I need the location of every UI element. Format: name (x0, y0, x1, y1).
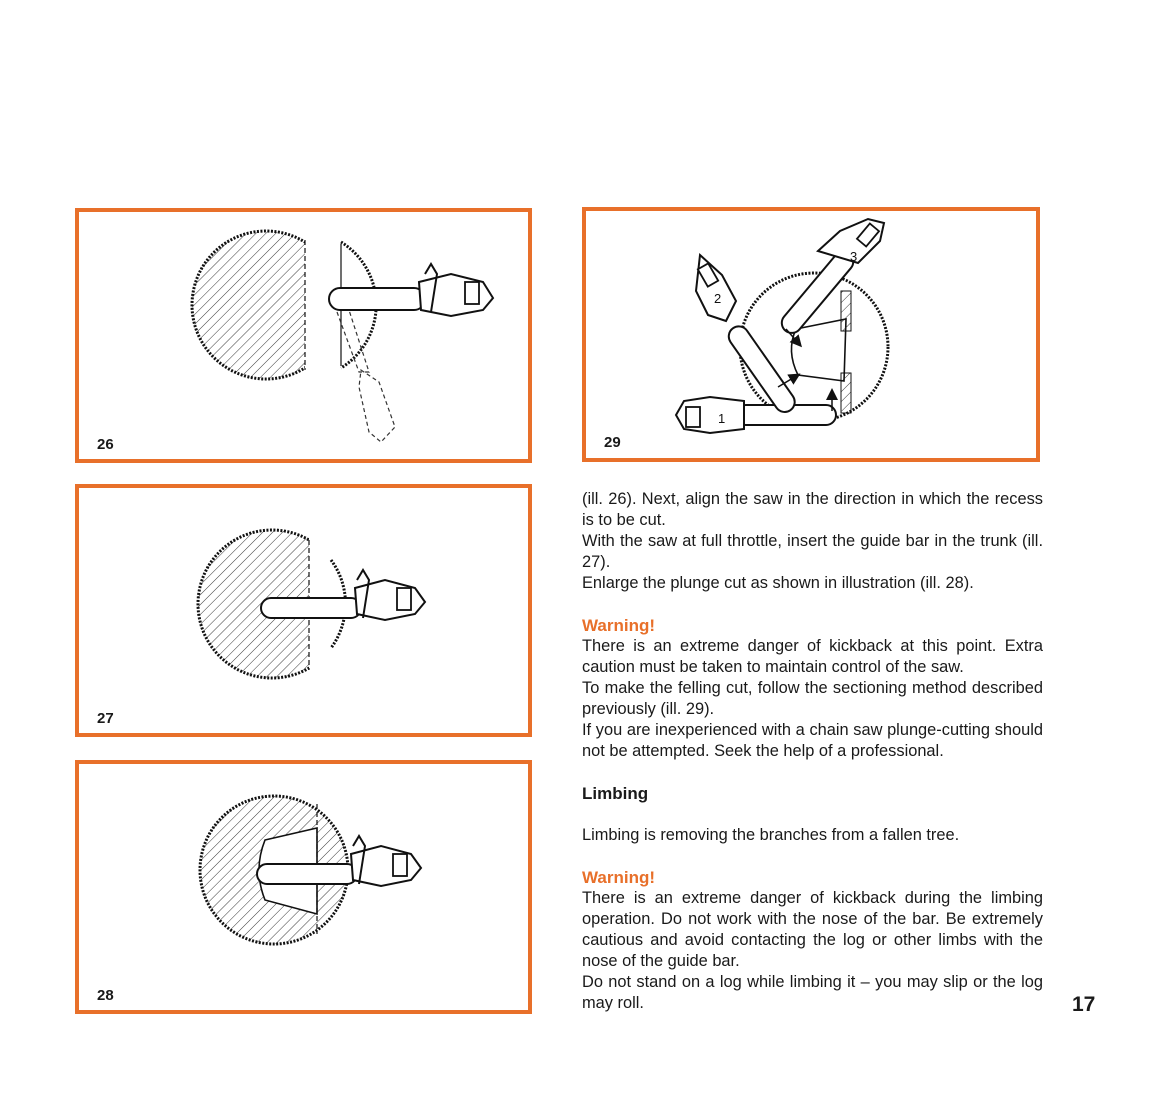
figure-29-number: 29 (604, 434, 621, 451)
warning-2-text-2: Do not stand on a log while limbing it – you may slip or the log may roll. (582, 973, 1043, 1012)
warning-2-title: Warning! (582, 868, 656, 887)
figure-29-label-1: 1 (718, 411, 726, 426)
page-number: 17 (1072, 993, 1096, 1016)
warning-1-text-3: If you are inexperienced with a chain saw plunge-cutting should not be attempted. Seek the help of a professional. (582, 721, 1043, 760)
figure-29-panel (582, 207, 1040, 462)
warning-2-text-1: There is an extreme danger of kickback during the limbing operation. Do not work with the nose of the bar. Be extremely cautious and avoid contacting the log or other limbs with the nose of the guide bar. (582, 889, 1043, 970)
paragraph-2: With the saw at full throttle, insert the guide bar in the trunk (ill. 27). (582, 532, 1043, 571)
body-text (582, 489, 1043, 1014)
figure-27-number: 27 (97, 710, 114, 727)
warning-1-text-1: There is an extreme danger of kickback at this point. Extra caution must be taken to maintain control of the saw. (582, 637, 1043, 676)
figure-27-illustration (79, 488, 528, 733)
limbing-text: Limbing is removing the branches from a fallen tree. (582, 826, 960, 844)
figure-26-illustration (79, 212, 528, 459)
warning-1-title: Warning! (582, 616, 656, 635)
paragraph-3: Enlarge the plunge cut as shown in illustration (ill. 28). (582, 574, 974, 592)
figure-26-number: 26 (97, 436, 114, 453)
figure-29-label-3: 3 (850, 249, 858, 264)
figure-28-panel (75, 760, 532, 1014)
paragraph-1: (ill. 26). Next, align the saw in the direction in which the recess is to be cut. (582, 490, 1043, 529)
limbing-heading: Limbing (582, 784, 649, 803)
figure-29-illustration (586, 211, 1036, 458)
figure-29-label-2: 2 (714, 291, 722, 306)
figure-28-illustration (79, 764, 528, 1010)
warning-1-text-2: To make the felling cut, follow the sectioning method described previously (ill. 29). (582, 679, 1043, 718)
figure-27-panel (75, 484, 532, 737)
figure-26-panel (75, 208, 532, 463)
figure-28-number: 28 (97, 987, 114, 1004)
